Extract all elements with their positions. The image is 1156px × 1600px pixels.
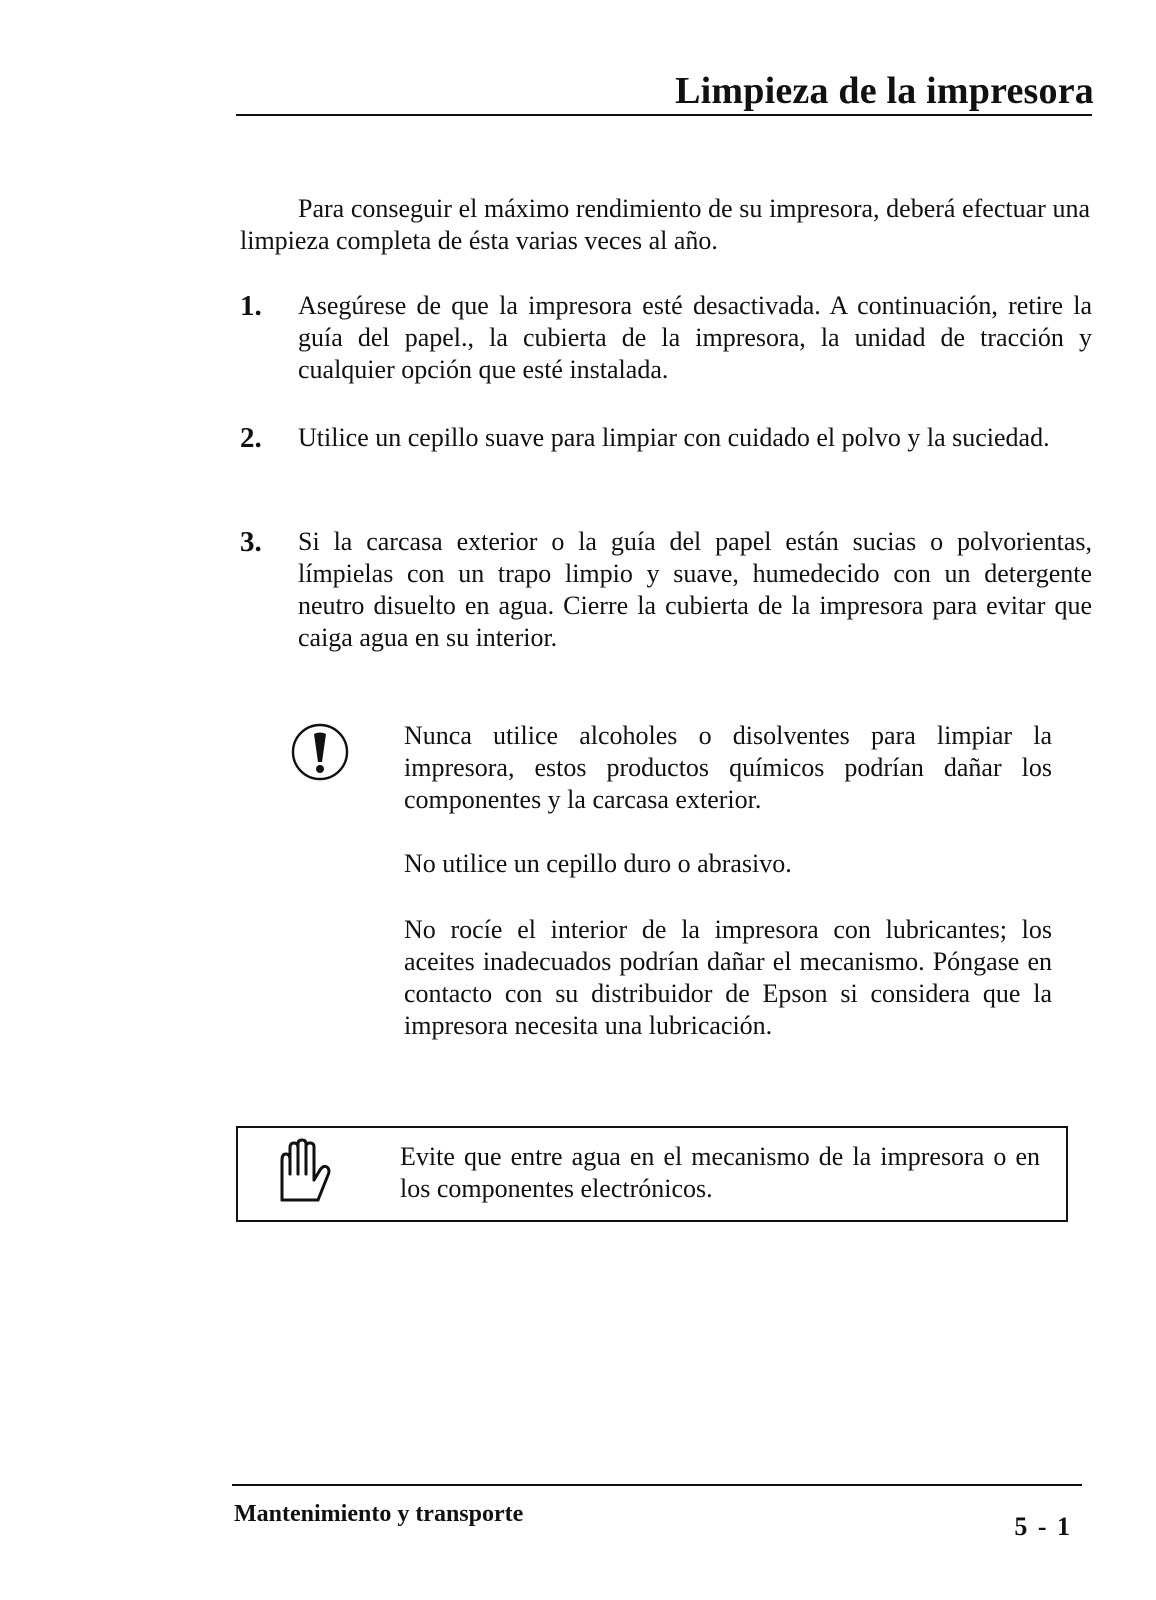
hand-stop-icon — [274, 1138, 346, 1208]
step-number: 1. — [240, 290, 262, 322]
step-text: Si la carcasa exterior o la guía del papel están sucias o polvorientas, límpielas con un trapo limpio y suave, humedecido con un detergente neutro disuelto en agua. Cierre la cubierta de la impresora para evitar que caiga agua en su interior. — [298, 527, 1092, 652]
step-number: 2. — [240, 422, 262, 454]
page-title: Limpieza de la impresora — [675, 70, 1094, 112]
step-text: Utilice un cepillo suave para limpiar con cuidado el polvo y la suciedad. — [298, 423, 1050, 452]
intro-paragraph: Para conseguir el máximo rendimiento de su impresora, deberá efectuar una limpieza completa de ésta varias veces al año. — [240, 194, 1090, 255]
warning-text: Evite que entre agua en el mecanismo de la impresora o en los componentes electrónicos. — [400, 1142, 1040, 1203]
caution-paragraph: Nunca utilice alcoholes o disolventes para limpiar la impresora, estos productos químicos podrían dañar los componentes y la carcasa exterior. — [404, 721, 1052, 814]
exclamation-circle-icon — [290, 722, 350, 782]
footer-section-title: Mantenimiento y transporte — [234, 1501, 524, 1527]
footer-rule — [232, 1484, 1082, 1486]
title-rule — [236, 114, 1092, 116]
caution-paragraph: No rocíe el interior de la impresora con lubricantes; los aceites inadecuados podrían dañar el mecanismo. Póngase en contacto con su distribuidor de Epson si considera que la impresora necesita una lubricación. — [404, 915, 1052, 1040]
caution-paragraph: No utilice un cepillo duro o abrasivo. — [404, 849, 792, 878]
page-number: 5 - 1 — [1014, 1512, 1072, 1541]
step-text: Asegúrese de que la impresora esté desactivada. A continuación, retire la guía del papel., la cubierta de la impresora, la unidad de tracción y cualquier opción que esté instalada. — [298, 291, 1092, 384]
step-number: 3. — [240, 526, 262, 558]
